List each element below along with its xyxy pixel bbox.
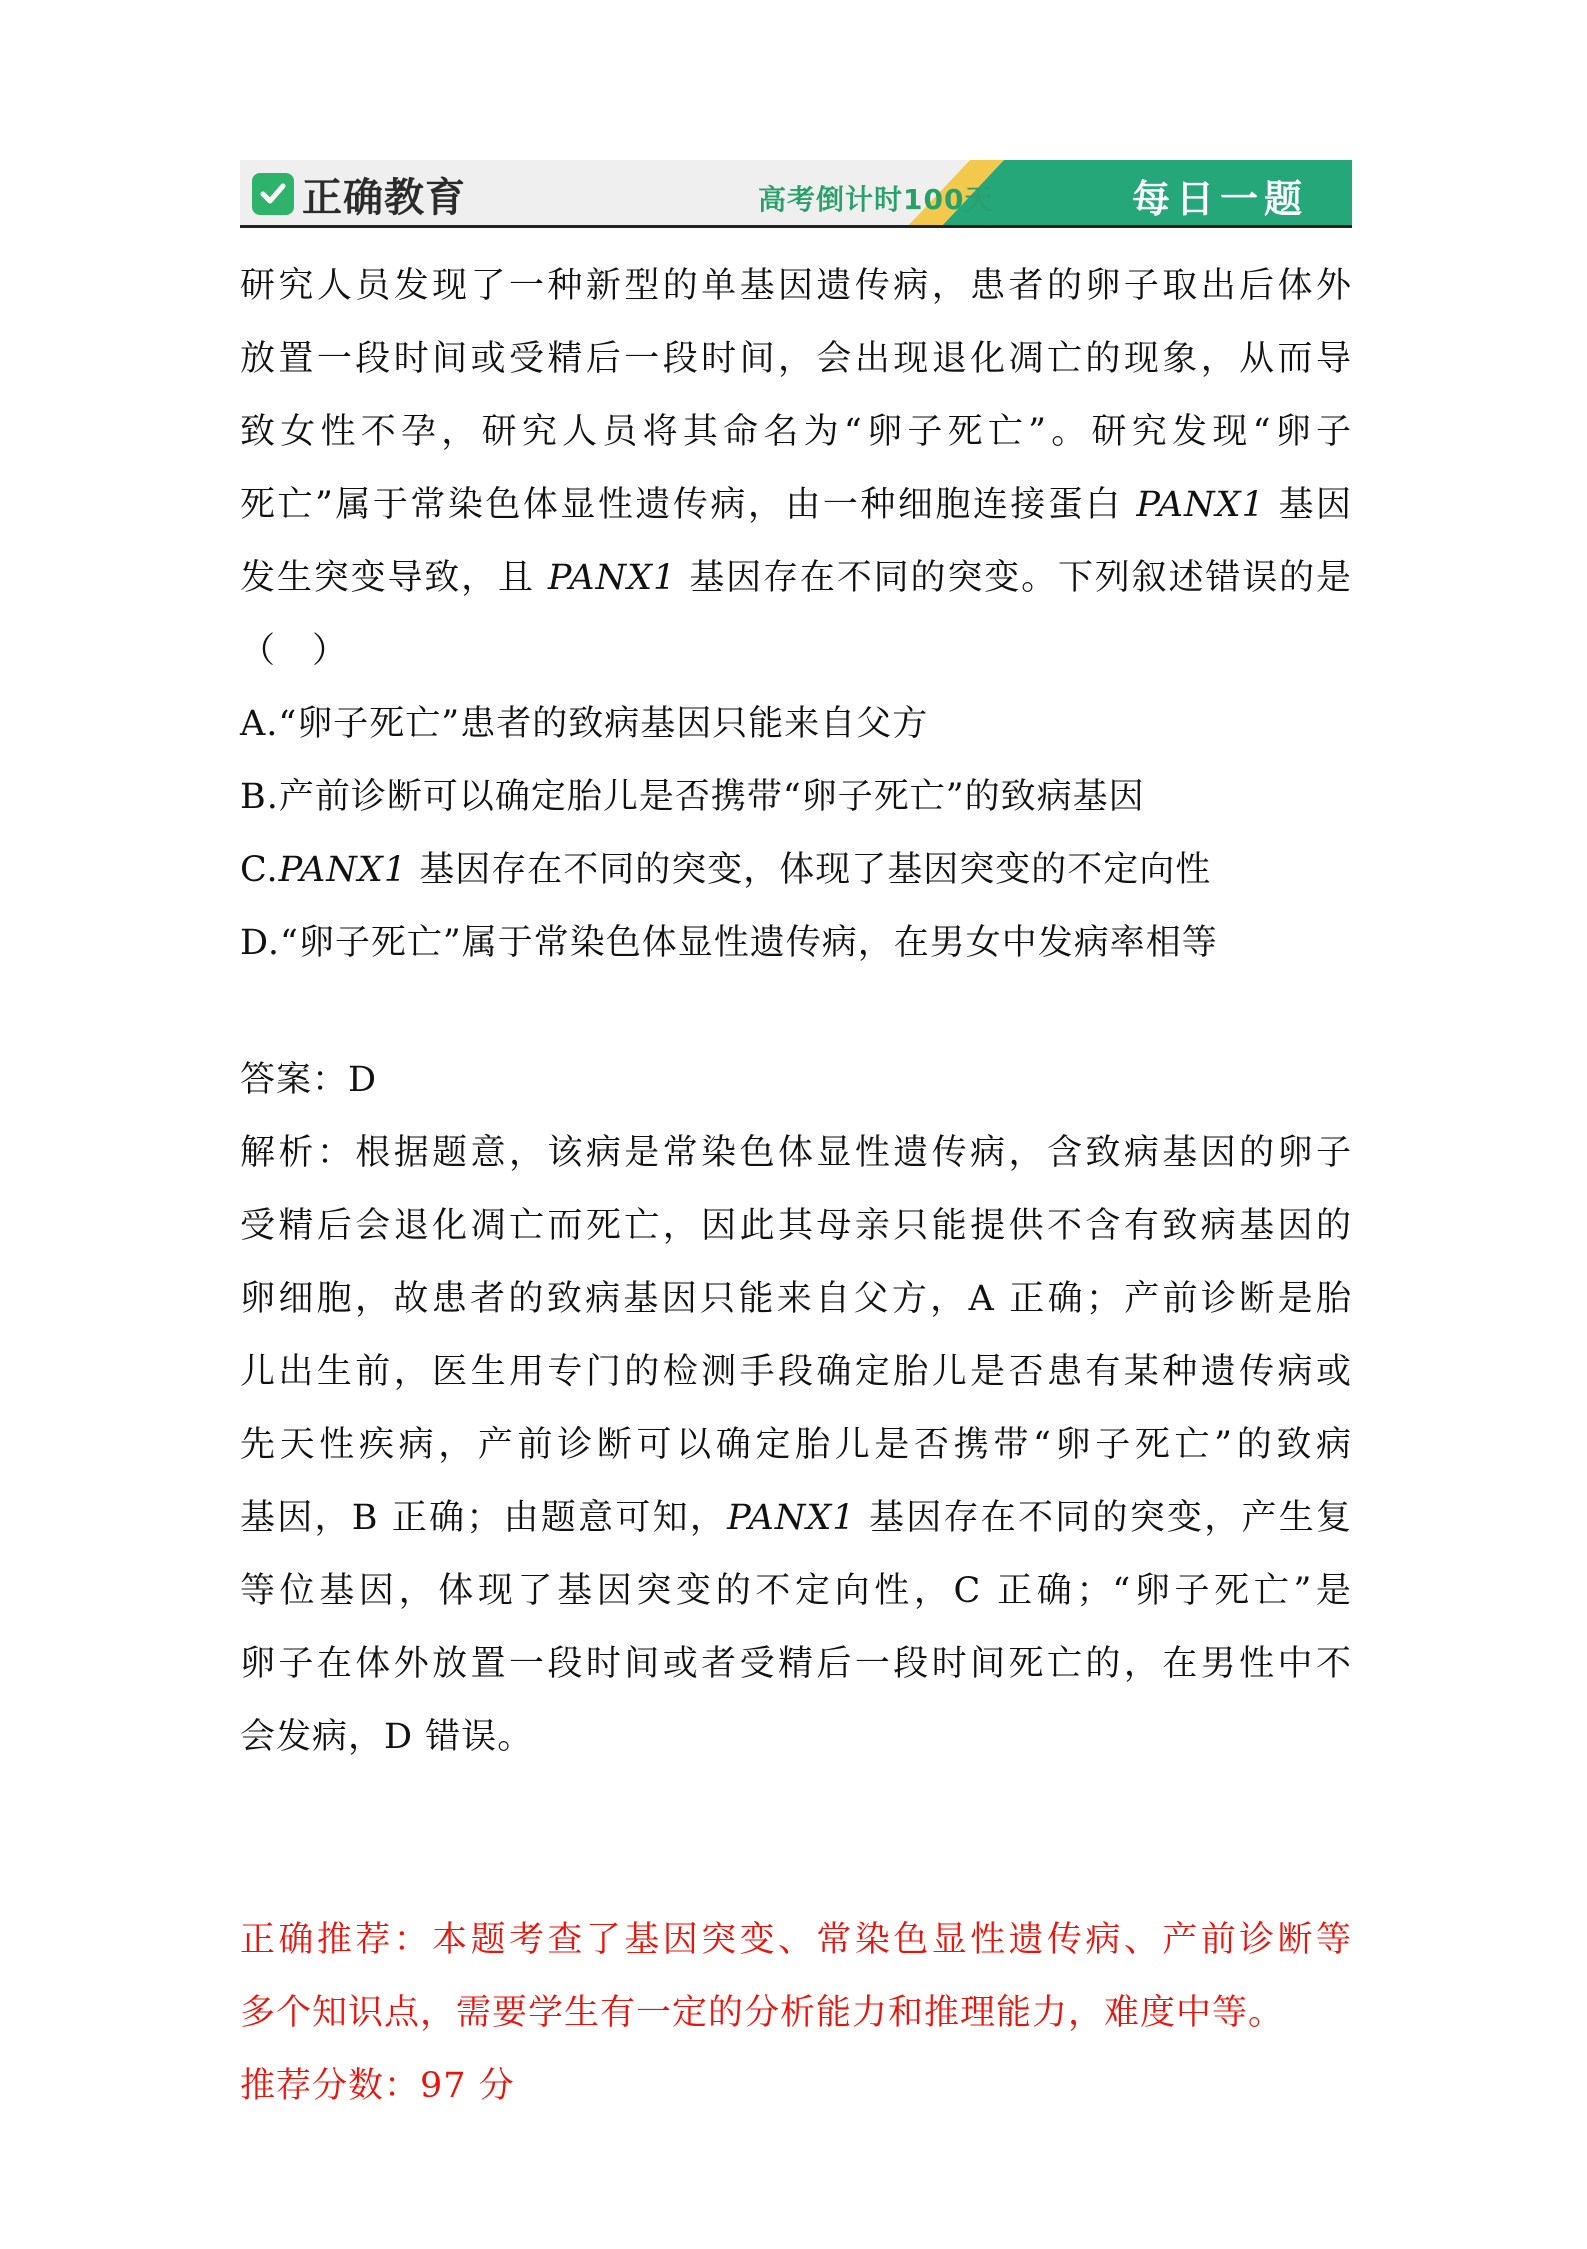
analysis-line: 解析：根据题意，该病是常染色体显性遗传病，含致病基因的卵子: [240, 1133, 1352, 1173]
analysis-text: 基因存在不同的突变，产生复: [855, 1498, 1352, 1538]
recommend-line: 正确推荐：本题考查了基因突变、常染色显性遗传病、产前诊断等: [240, 1920, 1352, 1960]
spacer: [240, 980, 1352, 1044]
options-list: [240, 688, 1352, 980]
question-text: 基因存在不同的突变。下列叙述错误的是: [676, 558, 1352, 598]
option-letter: C.: [240, 850, 279, 890]
brand-logo: [252, 170, 466, 221]
question-line: [240, 542, 1352, 615]
question-text: 死亡”属于常染色体显性遗传病，由一种细胞连接蛋白: [240, 485, 1137, 525]
question-line: 致女性不孕，研究人员将其命名为“卵子死亡”。研究发现“卵子: [240, 412, 1352, 452]
gene-name: PANX1: [547, 558, 677, 598]
question-text: 基因: [1264, 485, 1352, 525]
question-line: [240, 469, 1352, 542]
recommend-line: 多个知识点，需要学生有一定的分析能力和推理能力，难度中等。: [240, 1993, 1285, 2033]
analysis-line: 会发病，D 错误。: [240, 1717, 534, 1757]
answer-blank: （ ）: [240, 631, 349, 671]
analysis-line: 卵细胞，故患者的致病基因只能来自父方，A 正确；产前诊断是胎: [240, 1279, 1352, 1319]
spacer: [240, 1774, 1352, 1904]
option-b: B.产前诊断可以确定胎儿是否携带“卵子死亡”的致病基因: [240, 777, 1145, 817]
header-banner: [240, 160, 1352, 228]
check-icon: [252, 173, 294, 215]
recommend-block: [240, 1904, 1352, 2123]
gene-name: PANX1: [278, 850, 408, 890]
question-text: 发生突变导致，且: [240, 558, 548, 598]
question-line: 研究人员发现了一种新型的单基因遗传病，患者的卵子取出后体外: [240, 266, 1352, 306]
analysis-line: [240, 1482, 1352, 1555]
question-stem: [240, 250, 1352, 688]
analysis-line: 等位基因，体现了基因突变的不定向性，C 正确；“卵子死亡”是: [240, 1571, 1352, 1611]
analysis-line: 卵子在体外放置一段时间或者受精后一段时间死亡的，在男性中不: [240, 1644, 1352, 1684]
option-a: A.“卵子死亡”患者的致病基因只能来自父方: [240, 704, 929, 744]
option-c: [240, 834, 1352, 907]
header-rule: [240, 225, 1352, 228]
daily-question-label: 每日一题: [1131, 177, 1308, 221]
gene-name: PANX1: [727, 1498, 856, 1538]
analysis-line: 先天性疾病，产前诊断可以确定胎儿是否携带“卵子死亡”的致病: [240, 1425, 1352, 1465]
analysis-text: 基因，B 正确；由题意可知，: [240, 1498, 728, 1538]
countdown-label: 高考倒计时100天: [758, 183, 994, 216]
answer-line: 答案：D: [240, 1060, 378, 1100]
option-text: 基因存在不同的突变，体现了基因突变的不定向性: [407, 850, 1212, 890]
analysis-block: [240, 1117, 1352, 1774]
analysis-line: 受精后会退化凋亡而死亡，因此其母亲只能提供不含有致病基因的: [240, 1206, 1352, 1246]
recommend-score: 推荐分数：97 分: [240, 2066, 515, 2106]
question-line: 放置一段时间或受精后一段时间，会出现退化凋亡的现象，从而导: [240, 339, 1352, 379]
gene-name: PANX1: [1136, 485, 1265, 525]
analysis-line: 儿出生前，医生用专门的检测手段确定胎儿是否患有某种遗传病或: [240, 1352, 1352, 1392]
option-d: D.“卵子死亡”属于常染色体显性遗传病，在男女中发病率相等: [240, 923, 1218, 963]
document-body: [240, 250, 1352, 2123]
brand-name: 正确教育: [302, 174, 466, 221]
